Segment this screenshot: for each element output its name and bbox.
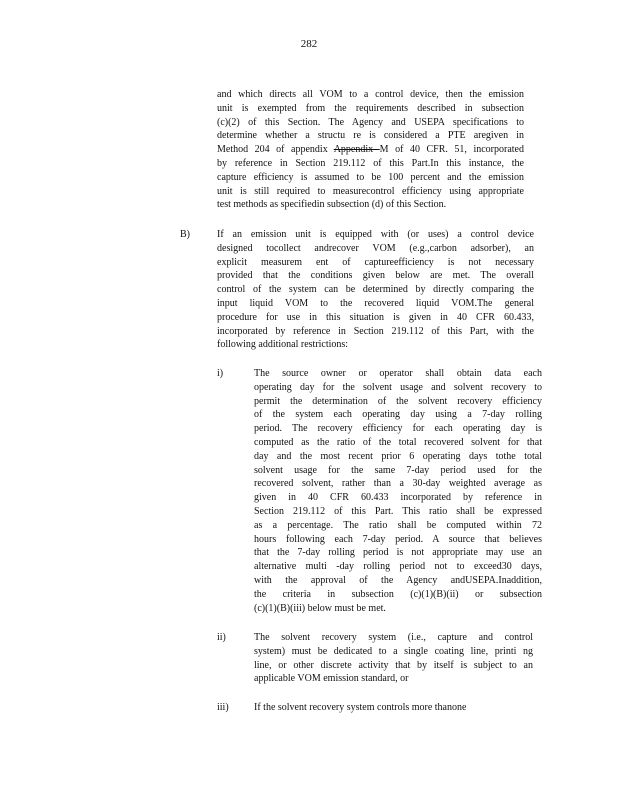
text-line: recovered solvent, rather than a 30-day weighted average as (254, 478, 542, 490)
text-line: alternative multi -day rolling period not to exceed30 days, (254, 561, 542, 573)
subparagraph-i (254, 367, 542, 615)
text-line: test methods as specifiedin subsection (d) of this Section. (217, 199, 447, 211)
text-line: with the approval of the Agency andUSEPA.Inaddition, (254, 574, 542, 586)
page-number: 282 (300, 38, 318, 50)
text-line: of the system each operating day using a 7-day rolling (254, 409, 542, 421)
subparagraph-iii-marker: iii) (217, 702, 229, 713)
text-line: as a percentage. The ratio shall be computed within 72 (254, 519, 542, 531)
text-line: The source owner or operator shall obtain data each (254, 368, 542, 379)
struck-text: Appendix (333, 144, 380, 156)
text-line: (c)(1)(B)(iii) below must be met. (254, 602, 386, 614)
text-line: procedure for use in this situation is given in 40 CFR 60.433, (217, 311, 534, 323)
text-line: and which directs all VOM to a control device, then the emission (217, 89, 524, 100)
paragraph-b-marker: B) (180, 229, 190, 240)
text-line: (c)(2) of this Section. The Agency and USEPA specifications to (217, 116, 524, 128)
text-line: determine whether a structu re is considered a PTE aregiven in (217, 130, 524, 142)
text-line-with-strikeout: Method 204 of appendix Appendix M of 40 CFR. 51, incorporated (217, 144, 524, 156)
paragraph-continuation (217, 88, 524, 212)
text-line: The solvent recovery system (i.e., capture and control (254, 632, 533, 643)
text-line: that the 7-day rolling period is not appropriate may use an (254, 547, 542, 559)
subparagraph-ii (254, 631, 533, 686)
text-line: If the solvent recovery system controls more thanone (254, 702, 467, 713)
text-line: given in 40 CFR 60.433 incorporated by reference in (254, 492, 542, 504)
text-line: by reference in Section 219.112 of this Part.In this instance, the (217, 157, 524, 169)
text-line: permit the determination of the solvent recovery efficiency (254, 395, 542, 407)
text-line: designed tocollect andrecover VOM (e.g.,carbon adsorber), an (217, 242, 534, 254)
text-line: control of the system can be determined by directly comparing the (217, 284, 534, 296)
text-line: unit is exempted from the requirements described in subsection (217, 102, 524, 114)
text-line: Section 219.112 of this Part. This ratio shall be expressed (254, 505, 542, 517)
subparagraph-ii-marker: ii) (217, 632, 226, 643)
text-line: period. The recovery efficiency for each operating day is (254, 423, 542, 435)
text-line: incorporated by reference in Section 219.112 of this Part, with the (217, 325, 534, 337)
text-line: provided that the conditions given below are met. The overall (217, 270, 534, 282)
text-line: hours following each 7-day period. A source that believes (254, 533, 542, 545)
text-line: computed as the ratio of the total recovered solvent for that (254, 436, 542, 448)
subparagraph-i-marker: i) (217, 368, 224, 379)
text-line: operating day for the solvent usage and solvent recovery to (254, 381, 542, 393)
text-line: solvent usage for the same 7-day period used for the (254, 464, 542, 476)
text-line: the criteria in subsection (c)(1)(B)(ii) or subsection (254, 588, 542, 600)
paragraph-b (217, 228, 534, 352)
text-line: unit is still required to measurecontrol efficiency using appropriate (217, 185, 524, 197)
text-line: system) must be dedicated to a single coating line, printi ng (254, 645, 533, 657)
subparagraph-iii (254, 701, 504, 715)
text-line: applicable VOM emission standard, or (254, 673, 409, 685)
text-line: If an emission unit is equipped with (or uses) a control device (217, 229, 534, 240)
text-line: following additional restrictions: (217, 339, 349, 351)
text-line: capture efficiency is assumed to be 100 percent and the emission (217, 171, 524, 183)
text-line: day and the most recent prior 6 operating days tothe total (254, 450, 542, 462)
text-line: explicit measurem ent of captureefficiency is not necessary (217, 256, 534, 268)
text-line: input liquid VOM to the recovered liquid VOM.The general (217, 297, 534, 309)
text-line: line, or other discrete activity that by itself is subject to an (254, 659, 533, 671)
